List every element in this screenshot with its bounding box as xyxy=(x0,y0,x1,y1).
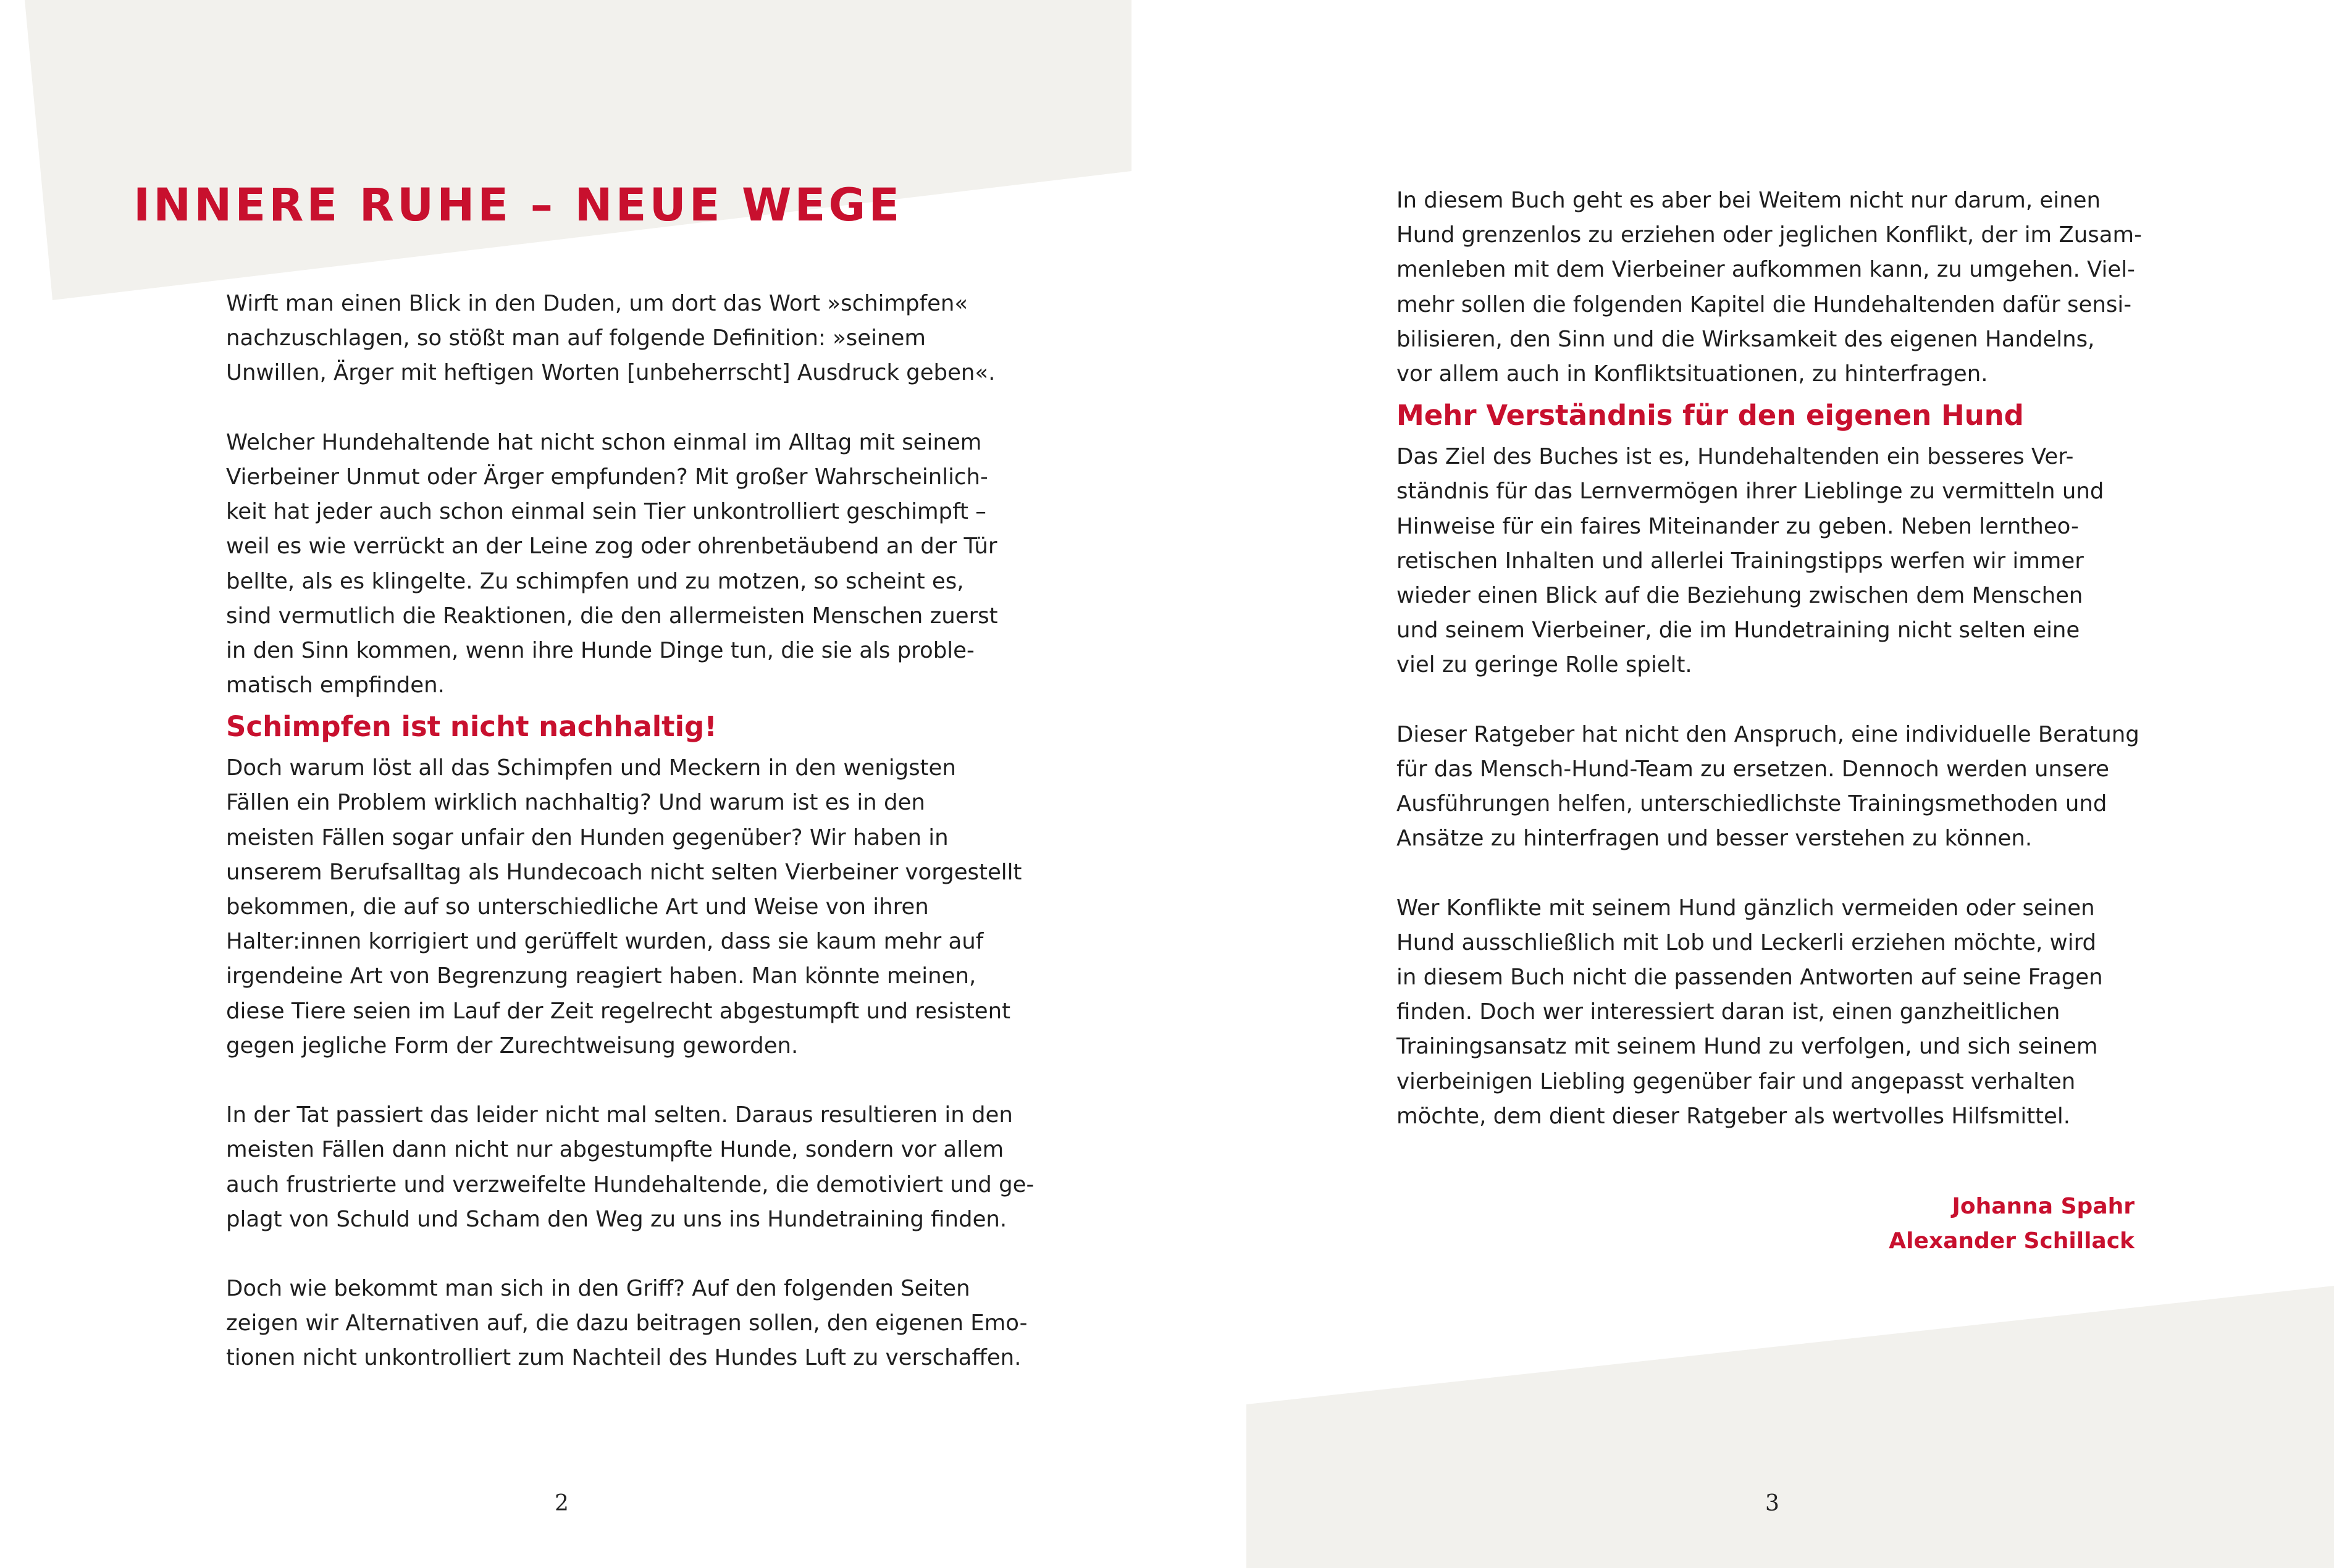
author-signature xyxy=(1889,1189,2135,1259)
paragraph-line: und seinem Vierbeiner, die im Hundetraining nicht selten eine xyxy=(1396,618,2080,644)
paragraph-line: weil es wie verrückt an der Leine zog oder ohrenbetäubend an der Tür xyxy=(226,534,997,560)
paragraph-line: finden. Doch wer interessiert daran ist, einen ganzheitlichen xyxy=(1396,999,2060,1025)
paragraph-line: Doch warum löst all das Schimpfen und Meckern in den wenigsten xyxy=(226,755,956,781)
paragraph-line: diese Tiere seien im Lauf der Zeit regelrecht abgestumpft und resistent xyxy=(226,998,1010,1024)
paragraph-line: in den Sinn kommen, wenn ihre Hunde Dinge tun, die sie als proble- xyxy=(226,637,975,663)
paragraph-line: nachzuschlagen, so stößt man auf folgende Definition: »seinem xyxy=(226,325,926,351)
left-text-column xyxy=(226,287,1034,1376)
paragraph-line: unserem Berufsalltag als Hundecoach nicht selten Vierbeiner vorgestellt xyxy=(226,859,1022,885)
paragraph-line: Vierbeiner Unmut oder Ärger empfunden? Mit großer Wahrscheinlich- xyxy=(226,464,988,490)
paragraph-line: vierbeinigen Liebling gegenüber fair und angepasst verhalten xyxy=(1396,1068,2076,1094)
page-number-right: 3 xyxy=(1765,1491,1779,1516)
right-text-column xyxy=(1396,183,2142,1134)
author-name: Alexander Schillack xyxy=(1889,1228,2135,1254)
paragraph-line: plagt von Schuld und Scham den Weg zu uns ins Hundetraining finden. xyxy=(226,1206,1007,1232)
paragraph-line: bilisieren, den Sinn und die Wirksamkeit des eigenen Handelns, xyxy=(1396,326,2095,352)
paragraph-line: in diesem Buch nicht die passenden Antworten auf seine Fragen xyxy=(1396,964,2103,990)
paragraph-line: wieder einen Blick auf die Beziehung zwischen dem Menschen xyxy=(1396,582,2083,608)
paragraph-spacer xyxy=(226,1237,1034,1272)
paragraph-line: Hinweise für ein faires Miteinander zu geben. Neben lerntheo- xyxy=(1396,513,2079,539)
paragraph-line: retischen Inhalten und allerlei Trainingstipps werfen wir immer xyxy=(1396,548,2084,574)
paragraph-line: Fällen ein Problem wirklich nachhaltig? Und warum ist es in den xyxy=(226,790,925,816)
paragraph-line: Trainingsansatz mit seinem Hund zu verfolgen, und sich seinem xyxy=(1396,1034,2098,1060)
paragraph-line: In der Tat passiert das leider nicht mal selten. Daraus resultieren in den xyxy=(226,1102,1013,1128)
paragraph-line: tionen nicht unkontrolliert zum Nachteil des Hundes Luft zu verschaffen. xyxy=(226,1345,1022,1371)
paragraph-line: Das Ziel des Buches ist es, Hundehaltenden ein besseres Ver- xyxy=(1396,444,2074,470)
paragraph-line: sind vermutlich die Reaktionen, die den allermeisten Menschen zuerst xyxy=(226,603,998,629)
paragraph-line: matisch empfinden. xyxy=(226,673,445,698)
paragraph-line: Unwillen, Ärger mit heftigen Worten [unbeherrscht] Ausdruck geben«. xyxy=(226,360,996,386)
paragraph-line: mehr sollen die folgenden Kapitel die Hundehaltenden dafür sensi- xyxy=(1396,291,2132,317)
paragraph-line: Halter:innen korrigiert und gerüffelt wurden, dass sie kaum mehr auf xyxy=(226,929,984,955)
paragraph-line: bekommen, die auf so unterschiedliche Art und Weise von ihren xyxy=(226,894,929,920)
paragraph-line: Welcher Hundehaltende hat nicht schon einmal im Alltag mit seinem xyxy=(226,429,982,455)
paragraph-spacer xyxy=(1396,856,2142,891)
right-page xyxy=(1167,0,2334,1568)
paragraph-line: irgendeine Art von Begrenzung reagiert haben. Man könnte meinen, xyxy=(226,963,976,989)
paragraph-line: Wirft man einen Blick in den Duden, um dort das Wort »schimpfen« xyxy=(226,291,968,316)
paragraph-line: Wer Konflikte mit seinem Hund gänzlich vermeiden oder seinen xyxy=(1396,895,2095,921)
paragraph-line: meisten Fällen sogar unfair den Hunden gegenüber? Wir haben in xyxy=(226,824,949,850)
paragraph-line: vor allem auch in Konfliktsituationen, zu hinterfragen. xyxy=(1396,361,1988,387)
paragraph-line: Dieser Ratgeber hat nicht den Anspruch, eine individuelle Beratung xyxy=(1396,721,2139,747)
author-name: Johanna Spahr xyxy=(1952,1194,2135,1219)
paragraph-spacer xyxy=(226,391,1034,426)
chapter-title: INNERE RUHE – NEUE WEGE xyxy=(133,179,903,232)
paragraph-spacer xyxy=(1396,682,2142,717)
paragraph-line: möchte, dem dient dieser Ratgeber als wertvolles Hilfsmittel. xyxy=(1396,1103,2071,1129)
paragraph-line: Hund grenzenlos zu erziehen oder jeglichen Konflikt, der im Zusam- xyxy=(1396,222,2142,248)
paragraph-line: menleben mit dem Vierbeiner aufkommen kann, zu umgehen. Viel- xyxy=(1396,257,2135,283)
page-number-left: 2 xyxy=(555,1491,569,1516)
paragraph-line: zeigen wir Alternativen auf, die dazu beitragen sollen, den eigenen Emo- xyxy=(226,1310,1028,1336)
paragraph-line: Doch wie bekommt man sich in den Griff? Auf den folgenden Seiten xyxy=(226,1276,970,1302)
paragraph-line: In diesem Buch geht es aber bei Weitem nicht nur darum, einen xyxy=(1396,188,2101,213)
paragraph-line: auch frustrierte und verzweifelte Hundehaltende, die demotiviert und ge- xyxy=(226,1172,1035,1197)
paragraph-line: gegen jegliche Form der Zurechtweisung geworden. xyxy=(226,1033,799,1059)
paragraph-line: Ansätze zu hinterfragen und besser verstehen zu können. xyxy=(1396,826,2033,852)
section-subheading: Mehr Verständnis für den eigenen Hund xyxy=(1396,399,2024,432)
paragraph-line: für das Mensch-Hund-Team zu ersetzen. Dennoch werden unsere xyxy=(1396,756,2109,782)
paragraph-line: meisten Fällen dann nicht nur abgestumpfte Hunde, sondern vor allem xyxy=(226,1137,1004,1163)
paragraph-line: ständnis für das Lernvermögen ihrer Lieblinge zu vermitteln und xyxy=(1396,479,2104,505)
section-subheading: Schimpfen ist nicht nachhaltig! xyxy=(226,710,717,744)
paragraph-line: viel zu geringe Rolle spielt. xyxy=(1396,652,1692,678)
paragraph-line: Ausführungen helfen, unterschiedlichste Trainingsmethoden und xyxy=(1396,791,2107,816)
paragraph-line: keit hat jeder auch schon einmal sein Tier unkontrolliert geschimpft – xyxy=(226,499,986,525)
paragraph-line: bellte, als es klingelte. Zu schimpfen und zu motzen, so scheint es, xyxy=(226,568,964,594)
paragraph-line: Hund ausschließlich mit Lob und Leckerli erziehen möchte, wird xyxy=(1396,929,2097,955)
paragraph-spacer xyxy=(226,1063,1034,1098)
